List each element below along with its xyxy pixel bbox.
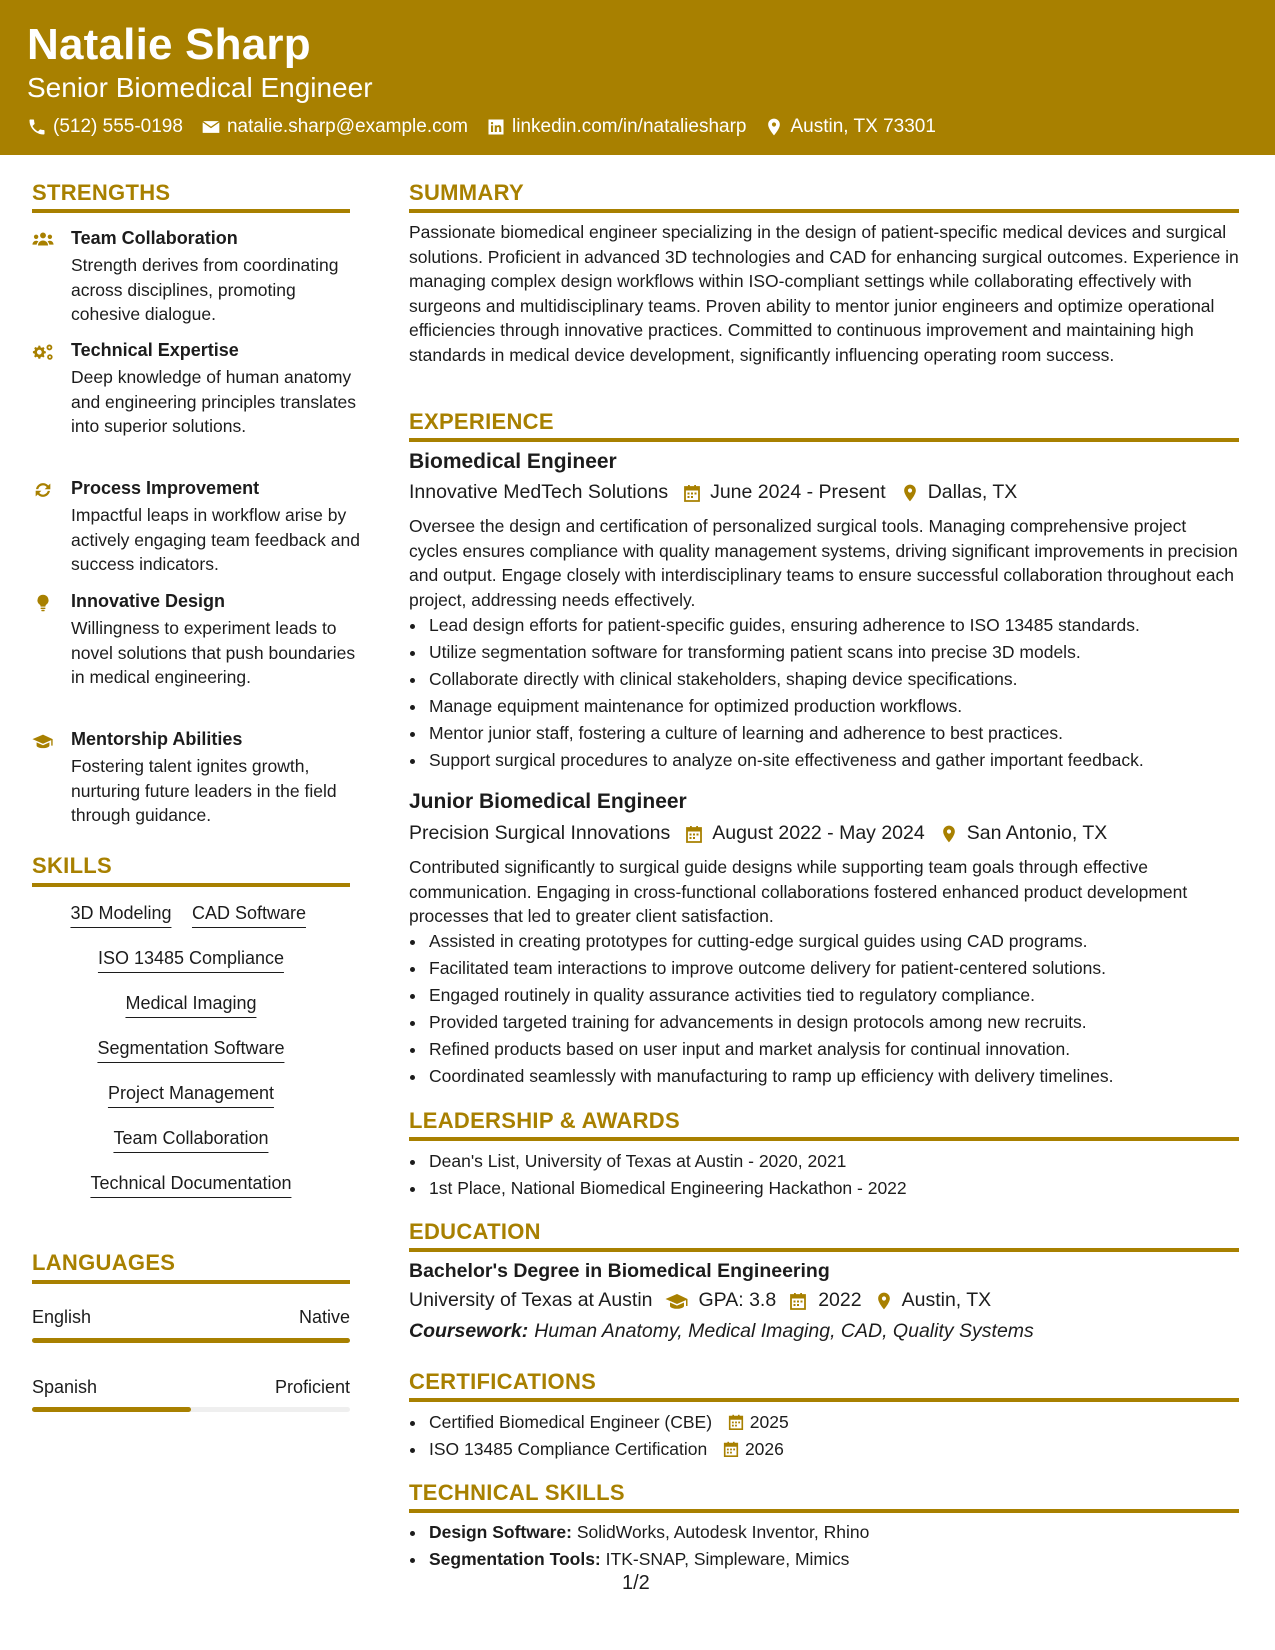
job-bullet: • Lead design efforts for patient-specific guides, ensuring adherence to ISO 13485 standards. xyxy=(427,612,1257,639)
skills-divider xyxy=(32,883,350,887)
sync-icon xyxy=(32,480,56,500)
skill-tag: 3D Modeling xyxy=(70,903,171,928)
gears-icon xyxy=(32,342,56,362)
contact-phone xyxy=(27,116,183,138)
experience-divider xyxy=(409,438,1239,442)
certification-name: Certified Biomedical Engineer (CBE) xyxy=(429,1412,713,1432)
coursework-label: Coursework: xyxy=(409,1320,529,1342)
job-company: Precision Surgical Innovations xyxy=(409,822,671,844)
education-divider xyxy=(409,1248,1239,1252)
skill-tag: ISO 13485 Compliance xyxy=(98,948,284,973)
contact-email[interactable] xyxy=(201,116,468,138)
strengths-heading: STRENGTHS xyxy=(32,180,171,205)
language-name: English xyxy=(32,1307,92,1327)
skill-tag: Segmentation Software xyxy=(97,1038,284,1063)
job-bullet: • Utilize segmentation software for transforming patient scans into precise 3D models. xyxy=(427,639,1257,666)
job-company: Innovative MedTech Solutions xyxy=(409,481,669,503)
education-heading: EDUCATION xyxy=(409,1219,541,1244)
strength-title: Team Collaboration xyxy=(71,228,238,248)
strengths-divider xyxy=(32,209,350,213)
awards-list xyxy=(409,1148,1257,1202)
strength-desc: Fostering talent ignites growth, nurturing future leaders in the field through guidance. xyxy=(71,756,337,825)
certification-item xyxy=(427,1409,1257,1436)
strength-title: Innovative Design xyxy=(71,591,226,611)
summary-divider xyxy=(409,209,1239,213)
technical-skill-item xyxy=(427,1546,1257,1573)
email-link[interactable]: natalie.sharp@example.com xyxy=(226,116,469,137)
job-dates: June 2024 - Present xyxy=(710,481,886,503)
language-level: Native xyxy=(298,1307,350,1327)
certification-item xyxy=(427,1436,1257,1463)
certifications-divider xyxy=(409,1398,1239,1402)
graduation-year: 2022 xyxy=(818,1289,862,1311)
skill-tag: CAD Software xyxy=(192,903,306,928)
certification-year: 2026 xyxy=(744,1439,784,1459)
experience-heading: EXPERIENCE xyxy=(409,409,554,434)
language-name: Spanish xyxy=(32,1377,98,1397)
linkedin-icon xyxy=(486,117,506,137)
resume-header xyxy=(0,0,1275,155)
award-item: • 1st Place, National Biomedical Engineering Hackathon - 2022 xyxy=(427,1175,1257,1202)
candidate-name: Natalie Sharp xyxy=(27,20,311,69)
skill-tag: Medical Imaging xyxy=(125,993,256,1018)
strength-title: Mentorship Abilities xyxy=(71,729,243,749)
summary-heading: SUMMARY xyxy=(409,180,524,205)
coursework-text: Human Anatomy, Medical Imaging, CAD, Quality Systems xyxy=(534,1320,1034,1342)
strength-desc: Strength derives from coordinating across disciplines, promoting cohesive dialogue. xyxy=(71,255,339,324)
language-meter-fill xyxy=(32,1338,350,1343)
map-pin-icon xyxy=(764,117,784,137)
job-title: Biomedical Engineer xyxy=(409,450,617,473)
calendar-icon xyxy=(682,483,702,503)
lightbulb-icon xyxy=(32,593,56,613)
degree-title: Bachelor's Degree in Biomedical Engineering xyxy=(409,1260,830,1282)
job-bullet: • Mentor junior staff, fostering a culture of learning and adherence to best practices. xyxy=(427,720,1257,747)
technical-skills-heading: TECHNICAL SKILLS xyxy=(409,1480,625,1505)
job-bullet: • Support surgical procedures to analyze on-site effectiveness and gather important feedback. xyxy=(427,747,1257,774)
job-location: Dallas, TX xyxy=(927,481,1018,503)
job-dates: August 2022 - May 2024 xyxy=(712,822,925,844)
language-meter xyxy=(32,1338,350,1343)
award-item: • Dean's List, University of Texas at Austin - 2020, 2021 xyxy=(427,1148,1257,1175)
map-pin-icon xyxy=(900,483,920,503)
certification-name: ISO 13485 Compliance Certification xyxy=(429,1439,708,1459)
job-bullet: • Manage equipment maintenance for optimized production workflows. xyxy=(427,693,1257,720)
education-meta xyxy=(409,1289,991,1312)
strength-title: Process Improvement xyxy=(71,478,260,498)
calendar-icon xyxy=(727,1413,745,1431)
contact-location xyxy=(764,116,935,138)
job-bullet: • Refined products based on user input and market analysis for continual innovation. xyxy=(427,1036,1257,1063)
map-pin-icon xyxy=(874,1291,894,1311)
envelope-icon xyxy=(201,117,221,137)
skill-tag: Technical Documentation xyxy=(90,1173,291,1198)
language-meter-fill xyxy=(32,1407,191,1412)
job-bullet: • Provided targeted training for advancements in design protocols among new recruits. xyxy=(427,1009,1257,1036)
strength-desc: Deep knowledge of human anatomy and engineering principles translates into superior solutions. xyxy=(71,367,357,436)
calendar-icon xyxy=(788,1291,808,1311)
certifications-list xyxy=(409,1409,1257,1463)
job-bullet: • Coordinated seamlessly with manufacturing to ramp up efficiency with delivery timelines. xyxy=(427,1063,1257,1090)
language-level: Proficient xyxy=(274,1377,350,1397)
technical-skill-value: SolidWorks, Autodesk Inventor, Rhino xyxy=(576,1522,870,1542)
page-number: 1/2 xyxy=(622,1572,650,1594)
job-bullets xyxy=(409,928,1257,1090)
skills-heading: SKILLS xyxy=(32,853,113,878)
school-location: Austin, TX xyxy=(901,1289,992,1311)
graduation-cap-icon xyxy=(32,731,56,751)
phone-text: (512) 555-0198 xyxy=(53,116,183,137)
languages-divider xyxy=(32,1280,350,1284)
coursework-line xyxy=(409,1320,1034,1343)
job-bullet: • Engaged routinely in quality assurance activities tied to regulatory compliance. xyxy=(427,982,1257,1009)
linkedin-link[interactable]: linkedin.com/in/nataliesharp xyxy=(512,116,747,137)
calendar-icon xyxy=(722,1440,740,1458)
job-meta xyxy=(409,481,1017,504)
job-bullets xyxy=(409,612,1257,774)
skill-tag: Project Management xyxy=(108,1083,274,1108)
map-pin-icon xyxy=(939,824,959,844)
job-title: Junior Biomedical Engineer xyxy=(409,790,687,813)
calendar-icon xyxy=(684,824,704,844)
candidate-role: Senior Biomedical Engineer xyxy=(27,72,373,103)
leadership-divider xyxy=(409,1137,1239,1141)
strength-desc: Impactful leaps in workflow arise by actively engaging team feedback and success indicators. xyxy=(71,505,360,574)
certification-year: 2025 xyxy=(749,1412,789,1432)
school-name: University of Texas at Austin xyxy=(409,1289,653,1311)
skill-tag: Team Collaboration xyxy=(113,1128,268,1153)
technical-skill-value: ITK-SNAP, Simpleware, Mimics xyxy=(605,1549,850,1569)
job-location: San Antonio, TX xyxy=(966,822,1108,844)
phone-icon xyxy=(27,117,47,137)
job-description: Contributed significantly to surgical guide designs while supporting team goals through effective communication. Engaging in cross-functional collaborations fostered enhanced product development processes that led to greater client satisfaction. xyxy=(409,857,1188,926)
strength-title: Technical Expertise xyxy=(71,340,239,360)
language-meter xyxy=(32,1407,350,1412)
technical-skill-label: Segmentation Tools: xyxy=(429,1549,601,1569)
job-bullet: • Collaborate directly with clinical stakeholders, shaping device specifications. xyxy=(427,666,1257,693)
leadership-heading: LEADERSHIP & AWARDS xyxy=(409,1108,680,1133)
job-meta xyxy=(409,822,1107,845)
gpa: GPA: 3.8 xyxy=(698,1289,777,1311)
job-description: Oversee the design and certification of personalized surgical tools. Managing comprehensive project cycles ensures compliance with quality management systems, driving significant improvements in precision and output. Engage closely with interdisciplinary teams to ensure successful collaboration throughout each project, addressing needs effectively. xyxy=(409,516,1238,610)
graduation-cap-icon xyxy=(665,1291,689,1311)
technical-skills-divider xyxy=(409,1509,1239,1513)
technical-skill-label: Design Software: xyxy=(429,1522,572,1542)
location-text: Austin, TX 73301 xyxy=(790,116,936,137)
contact-bar xyxy=(27,116,936,138)
certifications-heading: CERTIFICATIONS xyxy=(409,1369,597,1394)
strength-desc: Willingness to experiment leads to novel solutions that push boundaries in medical engineering. xyxy=(71,618,356,687)
users-icon xyxy=(32,230,56,250)
job-bullet: • Facilitated team interactions to improve outcome delivery for patient-centered solutions. xyxy=(427,955,1257,982)
technical-skills-list xyxy=(409,1519,1257,1573)
job-bullet: • Assisted in creating prototypes for cutting-edge surgical guides using CAD programs. xyxy=(427,928,1257,955)
languages-heading: LANGUAGES xyxy=(32,1250,176,1275)
contact-linkedin[interactable] xyxy=(486,116,746,138)
summary-text: Passionate biomedical engineer specializing in the design of patient-specific medical devices and surgical solutions. Proficient in advanced 3D technologies and CAD for enhancing surgical outcomes. Experience in managing complex design workflows within ISO-compliant settings while collaborating effectively with surgeons and multidisciplinary teams. Proven ability to mentor junior engineers and optimize operational efficiencies through innovative practices. Committed to continuous improvement and maintaining high standards in medical device development, significantly influencing operating room success. xyxy=(409,222,1239,365)
technical-skill-item xyxy=(427,1519,1257,1546)
